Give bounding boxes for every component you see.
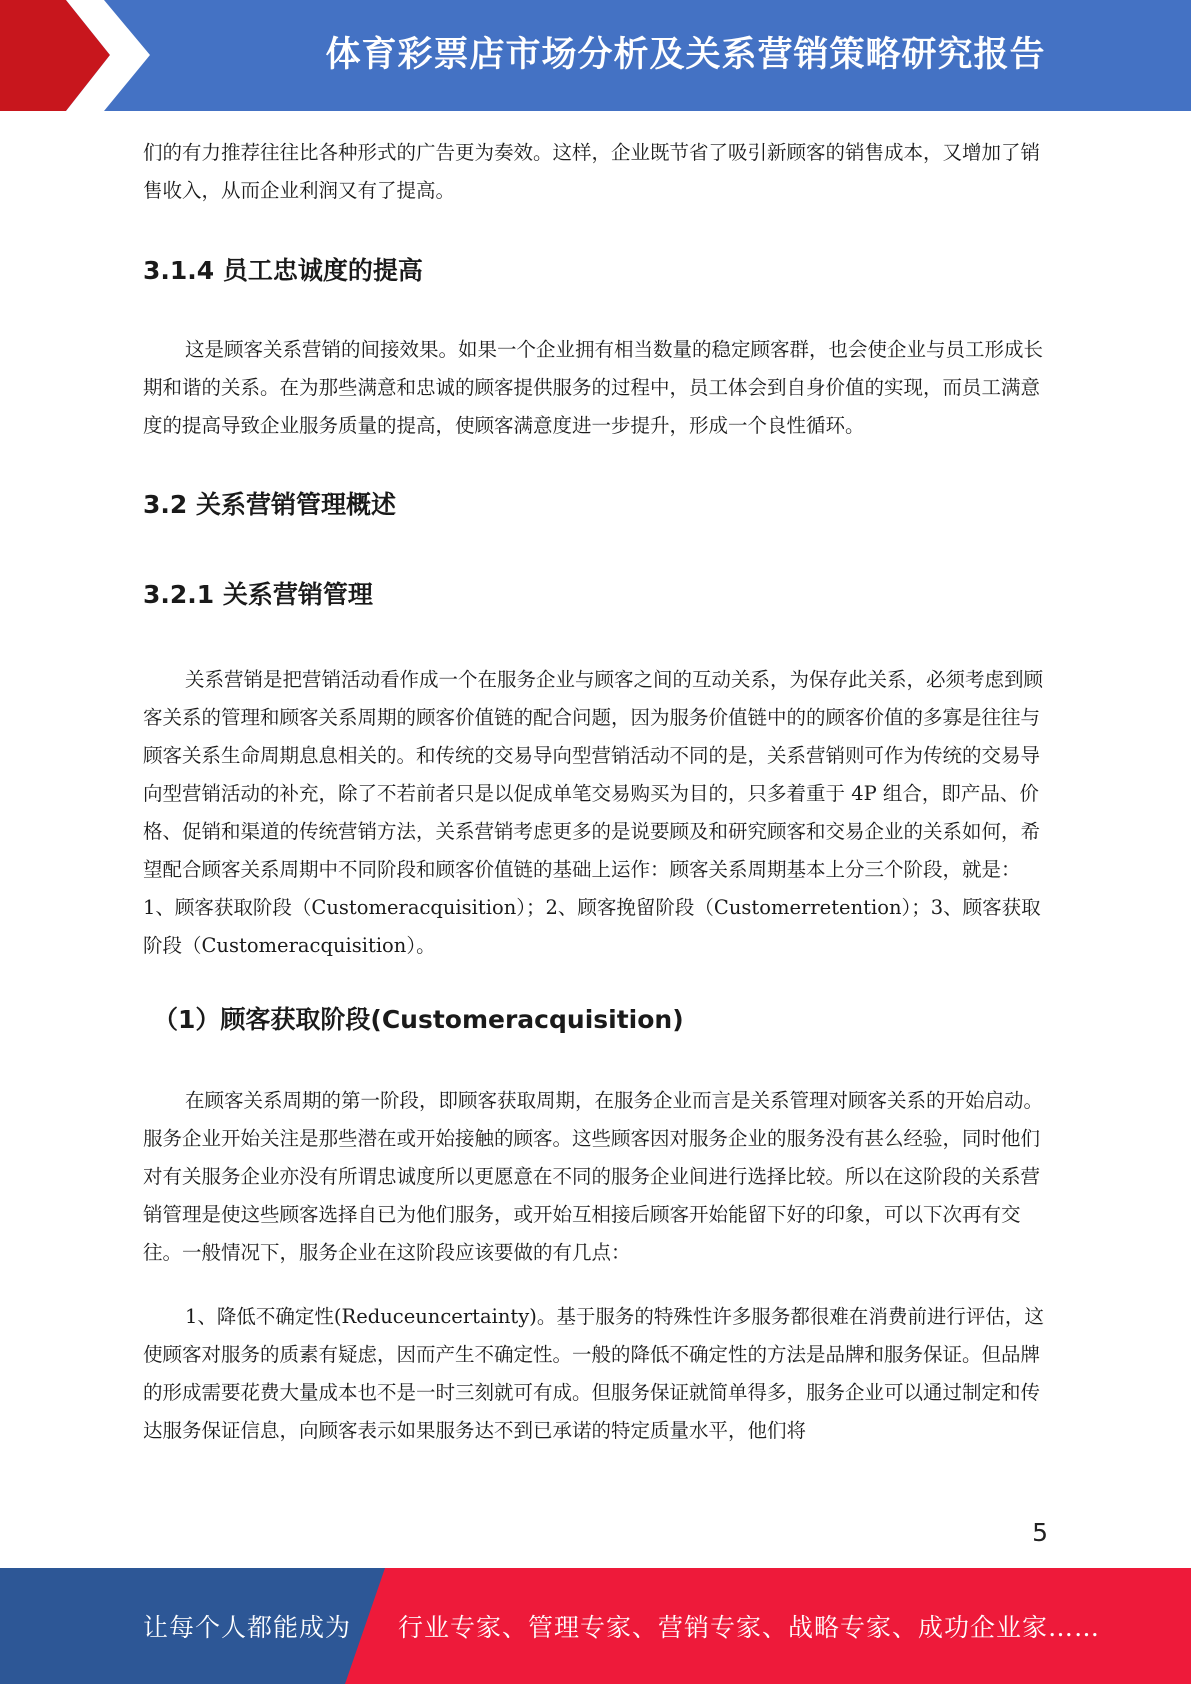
paragraph-reduce-uncertainty: 1、降低不确定性(Reduceuncertainty)。基于服务的特殊性许多服务都很难在消费前进行评估，这使顾客对服务的质素有疑虑，因而产生不确定性。一般的降低不确定性的方法是品牌和服务保证。但品牌的形成需要花费大量成本也不是一时三刻就可有成。但服务保证就简单得多，服务企业可以通过制定和传达服务保证信息，向顾客表示如果服务达不到已承诺的特定质量水平，他们将 (143, 1305, 1044, 1442)
footer-slogan-left: 让每个人都能成为 (143, 1613, 352, 1642)
page-number: 5 (1032, 1518, 1048, 1547)
heading-3-2: 3.2 关系营销管理概述 (143, 490, 396, 519)
paragraph-stage-1: 在顾客关系周期的第一阶段，即顾客获取周期，在服务企业而言是关系管理对顾客关系的开始启动。服务企业开始关注是那些潜在或开始接触的顾客。这些顾客因对服务企业的服务没有甚么经验，同时他们对有关服务企业亦没有所谓忠诚度所以更愿意在不同的服务企业间进行选择比较。所以在这阶段的关系营销管理是使这些顾客选择自已为他们服务，或开始互相接后顾客开始能留下好的印象，可以下次再有交往。一般情况下，服务企业在这阶段应该要做的有几点： (143, 1089, 1044, 1264)
paragraph-3-2-1: 关系营销是把营销活动看作成一个在服务企业与顾客之间的互动关系，为保存此关系，必须考虑到顾客关系的管理和顾客关系周期的顾客价值链的配合问题，因为服务价值链中的的顾客价值的多寡是往往与顾客关系生命周期息息相关的。和传统的交易导向型营销活动不同的是，关系营销则可作为传统的交易导向型营销活动的补充，除了不若前者只是以促成单笔交易购买为目的，只多着重于 4P 组合，即产品、价格、促销和渠道的传统营销方法，关系营销考虑更多的是说要顾及和研究顾客和交易企业的关系如何，希望配合顾客关系周期中不同阶段和顾客价值链的基础上运作：顾客关系周期基本上分三个阶段，就是：1、顾客获取阶段（Customeracquisition）；2、顾客挽留阶段（Customerretention）；3、顾客获取阶段（Customeracquisition）。 (143, 668, 1044, 957)
page-header (0, 0, 1191, 111)
footer-slogan-right: 行业专家、管理专家、营销专家、战略专家、成功企业家…… (398, 1613, 1101, 1642)
paragraph-3-1-4: 这是顾客关系营销的间接效果。如果一个企业拥有相当数量的稳定顾客群，也会使企业与员工形成长期和谐的关系。在为那些满意和忠诚的顾客提供服务的过程中，员工体会到自身价值的实现，而员工满意度的提高导致企业服务质量的提高，使顾客满意度进一步提升，形成一个良性循环。 (143, 338, 1044, 437)
heading-3-1-4: 3.1.4 员工忠诚度的提高 (143, 256, 423, 285)
document-body (143, 134, 1046, 1450)
heading-stage-1: （1）顾客获取阶段(Customeracquisition) (153, 1005, 684, 1034)
heading-3-2-1: 3.2.1 关系营销管理 (143, 580, 373, 609)
paragraph-intro: 们的有力推荐往往比各种形式的广告更为奏效。这样，企业既节省了吸引新顾客的销售成本，又增加了销售收入，从而企业利润又有了提高。 (143, 141, 1041, 202)
header-title: 体育彩票店市场分析及关系营销策略研究报告 (325, 35, 1046, 75)
page-footer (0, 1568, 1191, 1684)
